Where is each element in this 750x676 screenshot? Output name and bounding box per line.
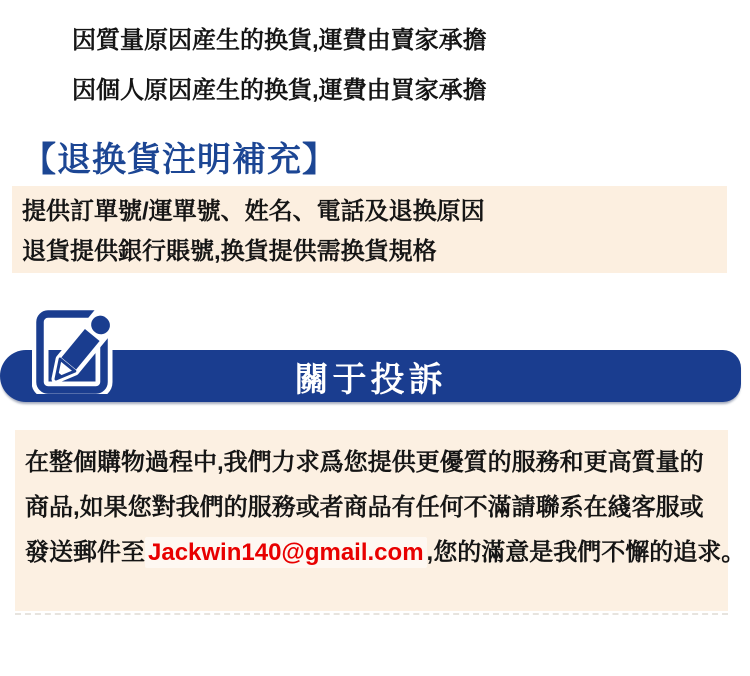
- return-note-line-2: 退貨提供銀行賬號,换貨提供需换貨規格: [22, 238, 437, 265]
- complaint-line-3-prefix: 發送郵件至: [25, 539, 145, 566]
- policy-quality-exchange: 因質量原因産生的换貨,運費由賣家承擔: [72, 27, 487, 54]
- return-note-box: [12, 186, 727, 273]
- return-note-line-1: 提供訂單號/運單號、姓名、電話及退换原因: [22, 198, 485, 225]
- complaint-line-3-suffix: ,您的滿意是我們不懈的追求。: [426, 539, 746, 566]
- bottom-divider: [15, 613, 728, 615]
- policy-personal-exchange: 因個人原因産生的换貨,運費由買家承擔: [72, 77, 487, 104]
- complaint-line-2: 商品,如果您對我們的服務或者商品有任何不滿請聯系在綫客服或: [25, 494, 704, 521]
- complaint-banner-title: 關于投訴: [294, 360, 447, 399]
- complaint-body-box: [15, 430, 746, 611]
- support-email: Jackwin140@gmail.com: [145, 537, 427, 568]
- complaint-line-3: [25, 530, 746, 575]
- complaint-line-1: 在整個購物過程中,我們力求爲您提供更優質的服務和更高質量的: [25, 449, 704, 476]
- edit-pencil-icon: [32, 300, 120, 394]
- return-note-heading: 【退换貨注明補充】: [22, 141, 337, 179]
